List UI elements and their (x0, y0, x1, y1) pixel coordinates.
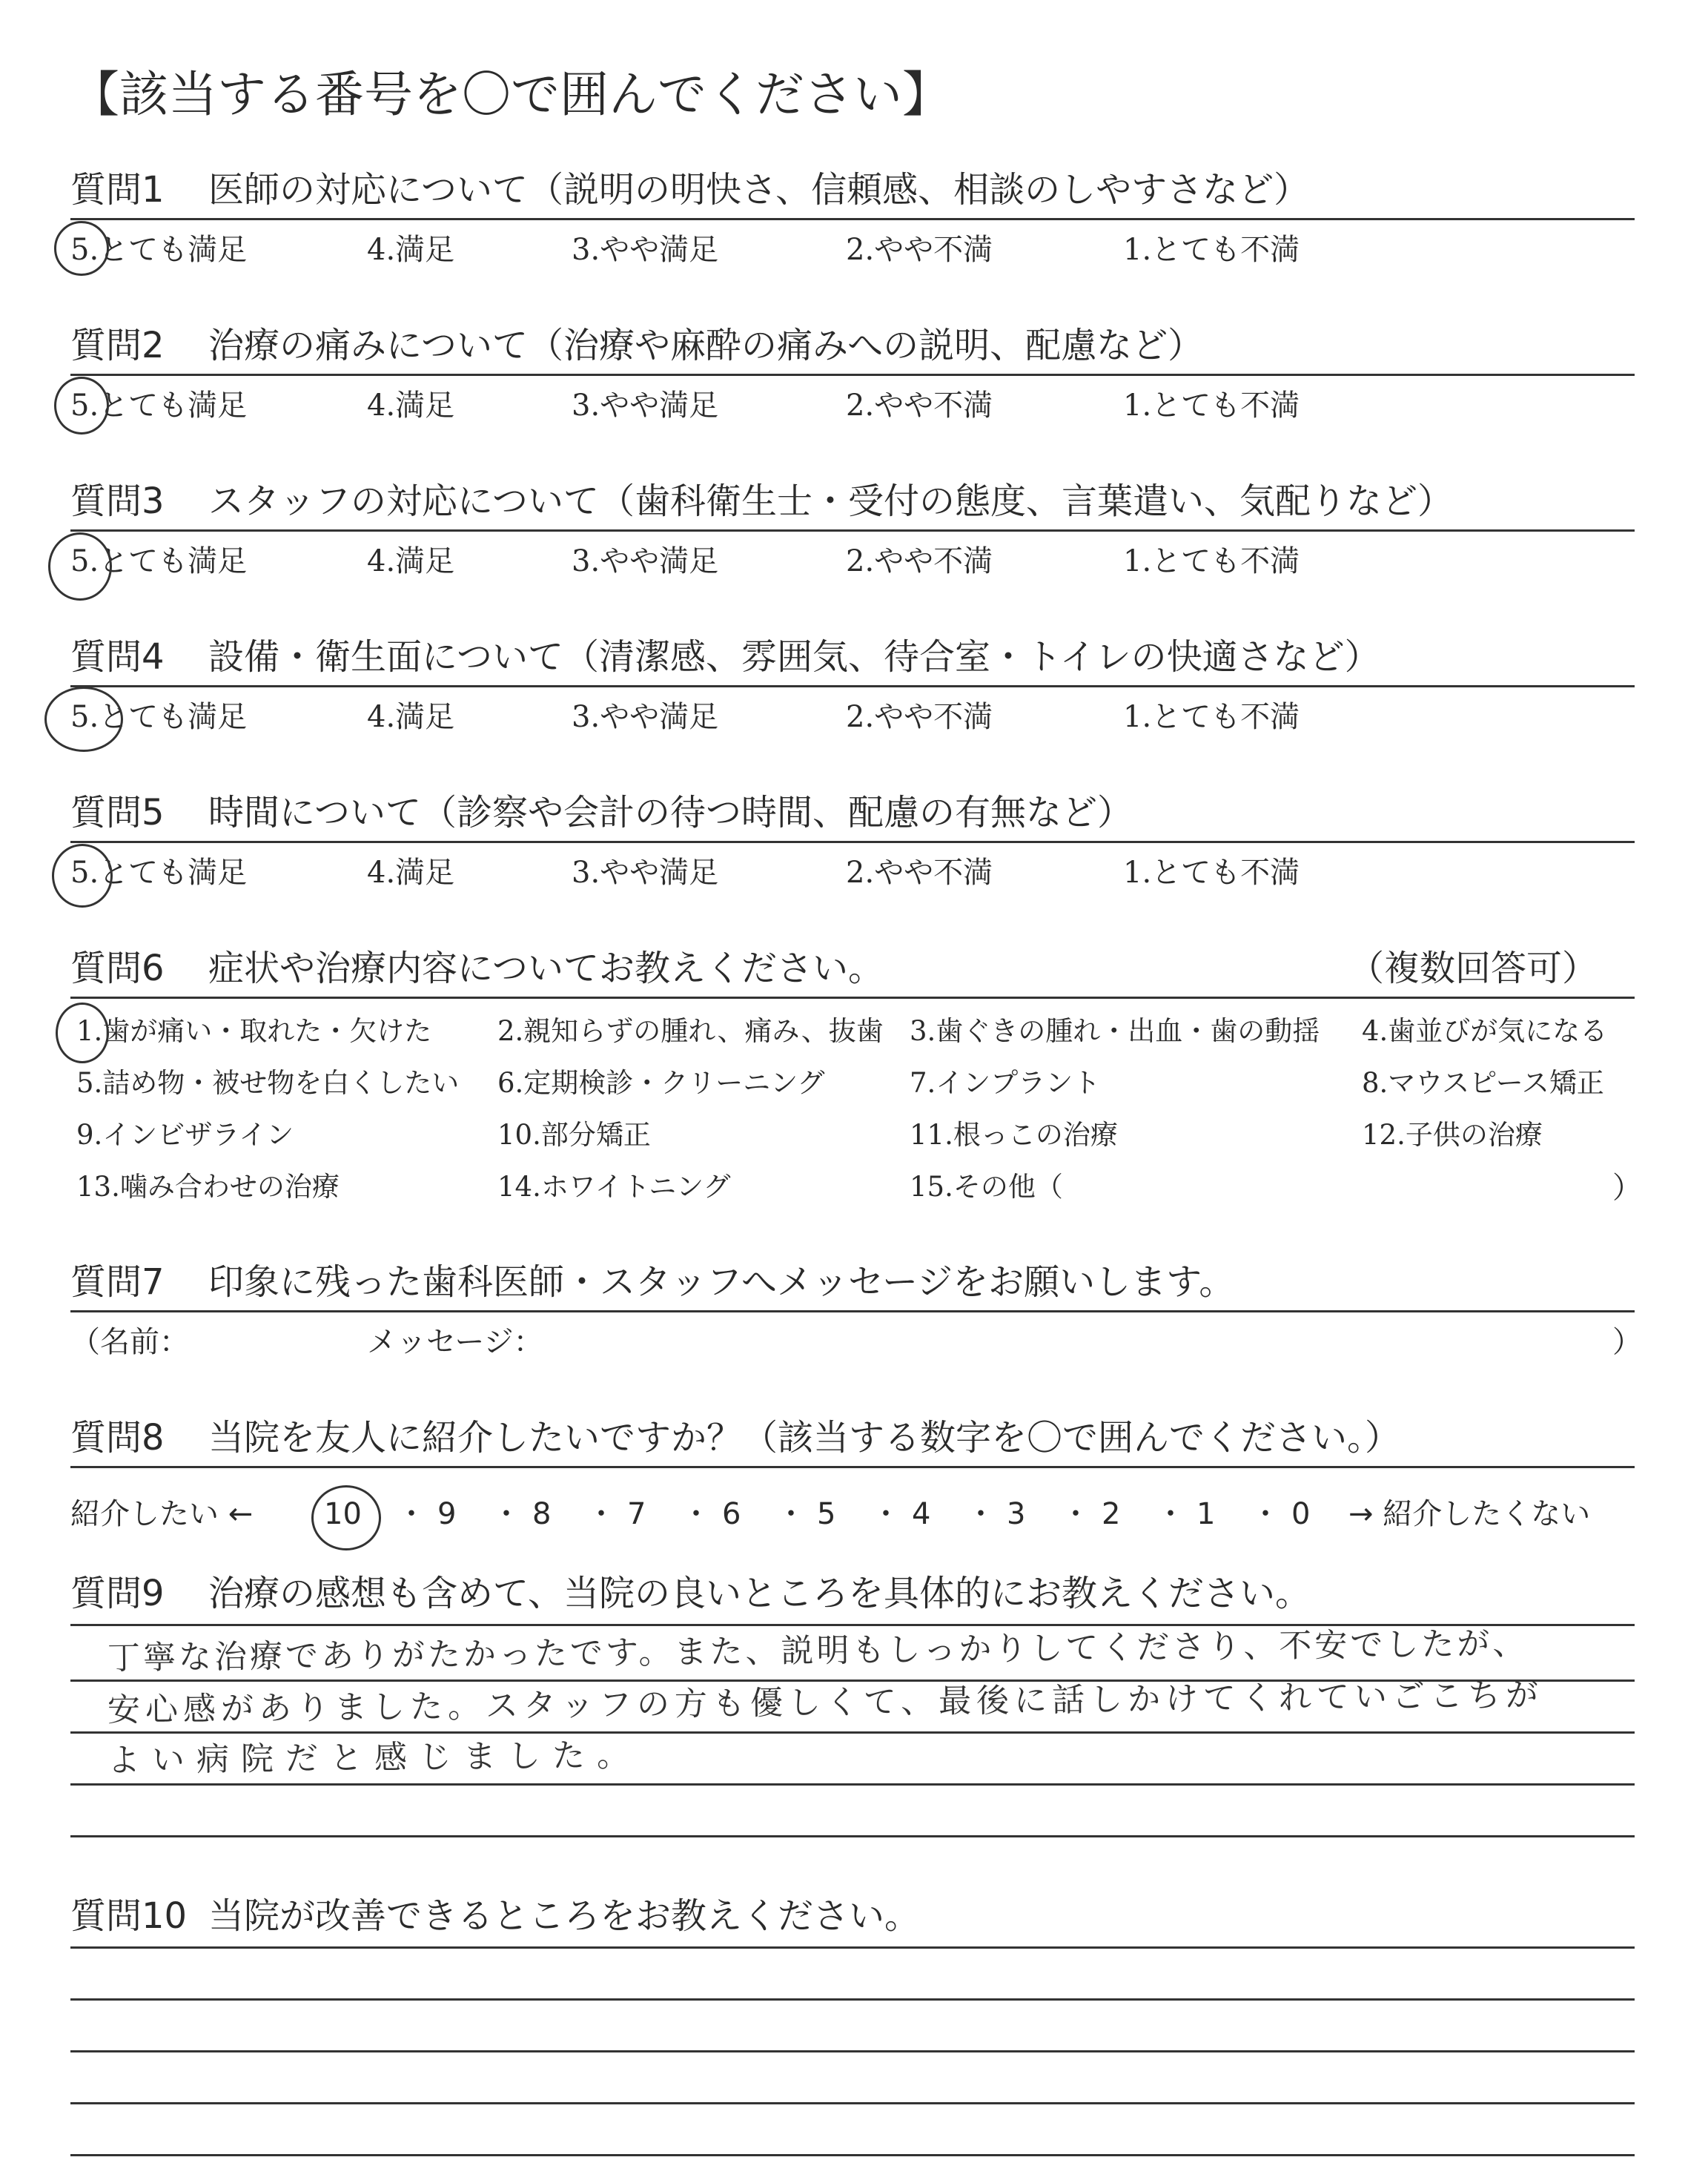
scale-4[interactable]: 4 (912, 1497, 931, 1531)
scale-dot: ・ (966, 1497, 996, 1531)
question-rule (70, 529, 1635, 532)
question-number: 質問7 (70, 1261, 165, 1303)
rating-option-4[interactable]: 4.満足 (367, 544, 455, 578)
rating-option-3[interactable]: 3.やや満足 (572, 544, 719, 578)
symptom-option-9[interactable]: 9.インビザライン (76, 1119, 294, 1151)
question-rule (70, 218, 1635, 220)
question-rule (70, 1466, 1635, 1468)
symptom-option-3[interactable]: 3.歯ぐきの腫れ・出血・歯の動揺 (910, 1015, 1320, 1047)
question-number: 質問3 (70, 480, 165, 522)
other-close-paren: ） (1612, 1171, 1642, 1205)
symptom-option-5[interactable]: 5.詰め物・被せ物を白くしたい (76, 1067, 460, 1099)
question-text: スタッフの対応について（歯科衛生士・受付の態度、言葉遣い、気配りなど） (208, 480, 1454, 522)
handwritten-answer-line-1: 丁寧な治療でありがたかったです。また、説明もしっかりしてくださり、不安でしたが、 (107, 1624, 1529, 1677)
page-header: 【該当する番号を〇で囲んでください】 (70, 66, 951, 123)
question-8-title (70, 1417, 1401, 1459)
symptom-option-2[interactable]: 2.親知らずの腫れ、痛み、抜歯 (497, 1015, 884, 1047)
scale-dot: ・ (776, 1497, 806, 1531)
scale-dot: ・ (586, 1497, 616, 1531)
answer-line (70, 1835, 1635, 1837)
symptom-option-10[interactable]: 10.部分矯正 (497, 1119, 651, 1151)
question-text: 設備・衛生面について（清潔感、雰囲気、待合室・トイレの快適さなど） (208, 636, 1380, 678)
question-7-title (70, 1261, 1235, 1303)
scale-dot: ・ (491, 1497, 521, 1531)
symptom-option-13[interactable]: 13.噛み合わせの治療 (76, 1171, 340, 1203)
rating-option-4[interactable]: 4.満足 (367, 389, 455, 423)
question-6-title (70, 948, 884, 989)
answer-line (70, 2050, 1635, 2052)
answer-line (70, 1783, 1635, 1786)
question-number: 質問6 (70, 948, 165, 989)
symptom-option-6[interactable]: 6.定期検診・クリーニング (497, 1067, 825, 1099)
rating-option-3[interactable]: 3.やや満足 (572, 233, 719, 267)
message-field-label[interactable]: メッセージ： (367, 1325, 543, 1359)
scale-10[interactable]: 10 (324, 1497, 362, 1531)
rating-option-1[interactable]: 1.とても不満 (1123, 700, 1300, 734)
handwritten-answer-line-2: 安心感がありました。スタッフの方も優しくて、最後に話しかけてくれていごこちが (107, 1676, 1544, 1729)
rating-option-4[interactable]: 4.満足 (367, 856, 455, 890)
question-number: 質問10 (70, 1895, 188, 1937)
recommend-right-label: → 紹介したくない (1348, 1497, 1591, 1531)
message-close-paren: ） (1612, 1325, 1642, 1359)
scale-3[interactable]: 3 (1007, 1497, 1026, 1531)
symptom-option-14[interactable]: 14.ホワイトニング (497, 1171, 731, 1203)
rating-option-4[interactable]: 4.満足 (367, 700, 455, 734)
question-text: 印象に残った歯科医師・スタッフへメッセージをお願いします。 (208, 1261, 1235, 1303)
question-rule (70, 685, 1635, 687)
rating-option-3[interactable]: 3.やや満足 (572, 389, 719, 423)
question-text: 治療の痛みについて（治療や麻酔の痛みへの説明、配慮など） (208, 325, 1204, 366)
scale-dot: ・ (397, 1497, 426, 1531)
scale-0[interactable]: 0 (1291, 1497, 1311, 1531)
rating-option-3[interactable]: 3.やや満足 (572, 700, 719, 734)
handwritten-answer-line-3: よい病院だと感じました。 (107, 1736, 642, 1780)
answer-line (70, 2102, 1635, 2104)
question-9-title (70, 1573, 1311, 1614)
scale-7[interactable]: 7 (627, 1497, 646, 1531)
question-3-title (70, 480, 1454, 522)
scale-8[interactable]: 8 (532, 1497, 552, 1531)
question-1-title (70, 169, 1310, 211)
question-text: 治療の感想も含めて、当院の良いところを具体的にお教えください。 (208, 1573, 1311, 1614)
rating-option-5[interactable]: 5.とても満足 (70, 544, 248, 578)
scale-6[interactable]: 6 (722, 1497, 741, 1531)
symptom-option-7[interactable]: 7.インプラント (910, 1067, 1101, 1099)
rating-option-5[interactable]: 5.とても満足 (70, 700, 248, 734)
answer-line (70, 1998, 1635, 2001)
question-rule (70, 374, 1635, 376)
scale-dot: ・ (1156, 1497, 1185, 1531)
question-number: 質問5 (70, 792, 165, 833)
question-text: 時間について（診察や会計の待つ時間、配慮の有無など） (208, 792, 1133, 833)
rating-option-2[interactable]: 2.やや不満 (846, 700, 993, 734)
symptom-option-12[interactable]: 12.子供の治療 (1362, 1119, 1543, 1151)
recommend-scale (70, 1499, 1635, 1536)
question-rule (70, 997, 1635, 999)
rating-option-5[interactable]: 5.とても満足 (70, 389, 248, 423)
scale-1[interactable]: 1 (1196, 1497, 1216, 1531)
symptom-option-11[interactable]: 11.根っこの治療 (910, 1119, 1118, 1151)
scale-2[interactable]: 2 (1102, 1497, 1121, 1531)
rating-option-2[interactable]: 2.やや不満 (846, 856, 993, 890)
scale-9[interactable]: 9 (437, 1497, 457, 1531)
rating-option-4[interactable]: 4.満足 (367, 233, 455, 267)
name-field-label[interactable]: （名前： (70, 1325, 189, 1359)
question-2-title (70, 325, 1204, 366)
question-rule (70, 841, 1635, 843)
rating-option-3[interactable]: 3.やや満足 (572, 856, 719, 890)
question-rule (70, 1310, 1635, 1312)
rating-option-5[interactable]: 5.とても満足 (70, 233, 248, 267)
rating-option-5[interactable]: 5.とても満足 (70, 856, 248, 890)
symptom-option-4[interactable]: 4.歯並びが気になる (1362, 1015, 1608, 1047)
rating-option-1[interactable]: 1.とても不満 (1123, 389, 1300, 423)
rating-option-2[interactable]: 2.やや不満 (846, 544, 993, 578)
question-10-title (70, 1895, 921, 1937)
question-5-title (70, 792, 1133, 833)
symptom-option-1[interactable]: 1.歯が痛い・取れた・欠けた (76, 1015, 432, 1047)
question-text: 当院が改善できるところをお教えください。 (208, 1895, 921, 1937)
rating-option-1[interactable]: 1.とても不満 (1123, 233, 1300, 267)
rating-option-1[interactable]: 1.とても不満 (1123, 856, 1300, 890)
question-text: 症状や治療内容についてお教えください。 (208, 948, 884, 989)
question-number: 質問9 (70, 1573, 165, 1614)
multiple-answer-note: （複数回答可） (1348, 948, 1598, 989)
question-text: 医師の対応について（説明の明快さ、信頼感、相談のしやすさなど） (208, 169, 1310, 211)
scale-dot: ・ (1061, 1497, 1090, 1531)
symptom-option-15[interactable]: 15.その他（ (910, 1171, 1063, 1203)
answer-line (70, 2154, 1635, 2156)
question-4-title (70, 636, 1380, 678)
question-number: 質問2 (70, 325, 165, 366)
question-rule (70, 1946, 1635, 1949)
question-number: 質問1 (70, 169, 165, 211)
scale-dot: ・ (1251, 1497, 1280, 1531)
rating-option-2[interactable]: 2.やや不満 (846, 233, 993, 267)
question-number: 質問4 (70, 636, 165, 678)
question-text: 当院を友人に紹介したいですか？（該当する数字を〇で囲んでください。） (208, 1417, 1401, 1459)
recommend-left-label: 紹介したい ← (70, 1497, 254, 1531)
symptom-option-8[interactable]: 8.マウスピース矯正 (1362, 1067, 1604, 1099)
answer-line (70, 1731, 1635, 1734)
scale-dot: ・ (681, 1497, 711, 1531)
rating-option-2[interactable]: 2.やや不満 (846, 389, 993, 423)
rating-option-1[interactable]: 1.とても不満 (1123, 544, 1300, 578)
scale-dot: ・ (871, 1497, 901, 1531)
scale-5[interactable]: 5 (817, 1497, 836, 1531)
question-number: 質問8 (70, 1417, 165, 1459)
